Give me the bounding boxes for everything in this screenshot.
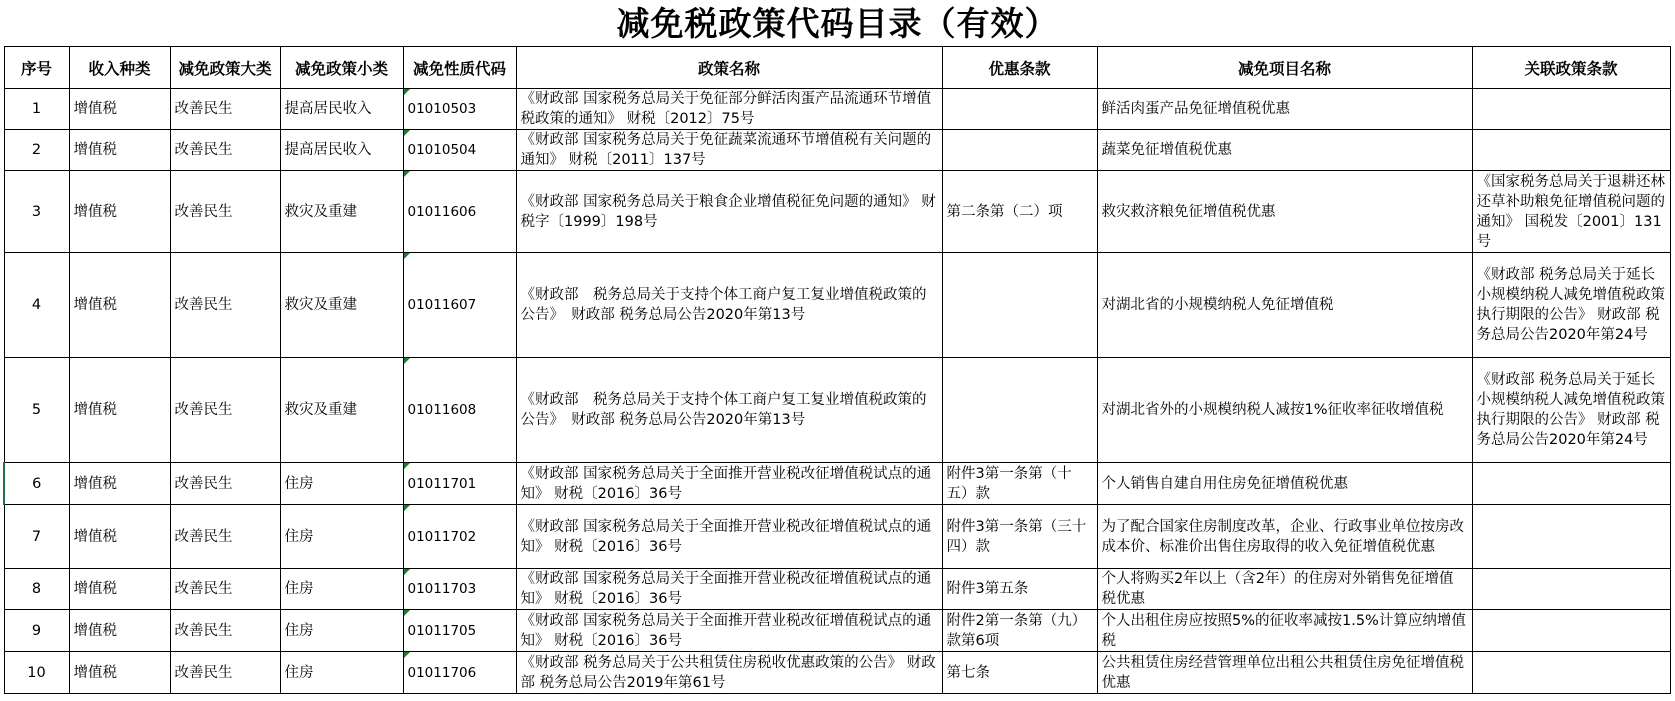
cell-related-clause[interactable] <box>1472 463 1670 505</box>
cell-code[interactable]: 01011706 <box>403 652 516 694</box>
header-cell-related-clause[interactable]: 关联政策条款 <box>1472 47 1670 89</box>
header-cell-revenue-type[interactable]: 收入种类 <box>69 47 170 89</box>
cell-revenue-type[interactable]: 增值税 <box>69 569 170 610</box>
header-row <box>4 47 1670 89</box>
table-row <box>4 89 1670 130</box>
cell-policy-category[interactable]: 改善民生 <box>170 358 280 463</box>
header-cell-index[interactable]: 序号 <box>4 47 69 89</box>
cell-related-clause[interactable] <box>1472 89 1670 130</box>
cell-related-clause[interactable]: 《财政部 税务总局关于延长小规模纳税人减免增值税政策执行期限的公告》 财政部 税务总局公告2020年第24号 <box>1472 358 1670 463</box>
cell-revenue-type[interactable]: 增值税 <box>69 505 170 569</box>
cell-policy-category[interactable]: 改善民生 <box>170 569 280 610</box>
tax-policy-table <box>3 46 1671 694</box>
cell-policy-category[interactable]: 改善民生 <box>170 253 280 358</box>
cell-policy-category[interactable]: 改善民生 <box>170 463 280 505</box>
cell-clause[interactable]: 附件3第五条 <box>942 569 1097 610</box>
cell-policy-name[interactable]: 《财政部 国家税务总局关于全面推开营业税改征增值税试点的通知》 财税〔2016〕36号 <box>516 505 942 569</box>
header-cell-policy-subcategory[interactable]: 减免政策小类 <box>280 47 403 89</box>
cell-policy-name[interactable]: 《财政部 税务总局关于支持个体工商户复工复业增值税政策的公告》 财政部 税务总局公告2020年第13号 <box>516 253 942 358</box>
cell-item-name[interactable]: 对湖北省的小规模纳税人免征增值税 <box>1097 253 1472 358</box>
cell-related-clause[interactable] <box>1472 130 1670 171</box>
cell-index[interactable]: 4 <box>4 253 69 358</box>
cell-policy-name[interactable]: 《财政部 国家税务总局关于全面推开营业税改征增值税试点的通知》 财税〔2016〕36号 <box>516 569 942 610</box>
cell-code[interactable]: 01011701 <box>403 463 516 505</box>
cell-clause[interactable] <box>942 89 1097 130</box>
header-cell-policy-name[interactable]: 政策名称 <box>516 47 942 89</box>
cell-policy-category[interactable]: 改善民生 <box>170 171 280 253</box>
cell-policy-category[interactable]: 改善民生 <box>170 610 280 652</box>
cell-policy-subcategory[interactable]: 住房 <box>280 652 403 694</box>
cell-index[interactable]: 10 <box>4 652 69 694</box>
cell-policy-subcategory[interactable]: 住房 <box>280 505 403 569</box>
cell-policy-name[interactable]: 《财政部 税务总局关于公共租赁住房税收优惠政策的公告》 财政部 税务总局公告2019年第61号 <box>516 652 942 694</box>
cell-index[interactable]: 6 <box>4 463 69 505</box>
cell-clause[interactable]: 第七条 <box>942 652 1097 694</box>
cell-code[interactable]: 01010504 <box>403 130 516 171</box>
cell-item-name[interactable]: 公共租赁住房经营管理单位出租公共租赁住房免征增值税优惠 <box>1097 652 1472 694</box>
cell-item-name[interactable]: 为了配合国家住房制度改革，企业、行政事业单位按房改成本价、标准价出售住房取得的收入免征增值税优惠 <box>1097 505 1472 569</box>
cell-index[interactable]: 8 <box>4 569 69 610</box>
cell-related-clause[interactable]: 《国家税务总局关于退耕还林还草补助粮免征增值税问题的通知》 国税发〔2001〕131号 <box>1472 171 1670 253</box>
cell-policy-subcategory[interactable]: 提高居民收入 <box>280 89 403 130</box>
cell-clause[interactable]: 附件2第一条第（九）款第6项 <box>942 610 1097 652</box>
header-cell-item-name[interactable]: 减免项目名称 <box>1097 47 1472 89</box>
table-row <box>4 358 1670 463</box>
cell-item-name[interactable]: 救灾救济粮免征增值税优惠 <box>1097 171 1472 253</box>
cell-index[interactable]: 2 <box>4 130 69 171</box>
cell-code[interactable]: 01011702 <box>403 505 516 569</box>
cell-code[interactable]: 01011705 <box>403 610 516 652</box>
cell-clause[interactable] <box>942 358 1097 463</box>
cell-revenue-type[interactable]: 增值税 <box>69 652 170 694</box>
cell-policy-name[interactable]: 《财政部 国家税务总局关于粮食企业增值税征免问题的通知》 财税字〔1999〕198号 <box>516 171 942 253</box>
cell-code[interactable]: 01011703 <box>403 569 516 610</box>
cell-item-name[interactable]: 个人出租住房应按照5%的征收率减按1.5%计算应纳增值税 <box>1097 610 1472 652</box>
header-cell-policy-category[interactable]: 减免政策大类 <box>170 47 280 89</box>
cell-revenue-type[interactable]: 增值税 <box>69 463 170 505</box>
cell-policy-name[interactable]: 《财政部 国家税务总局关于免征蔬菜流通环节增值税有关问题的通知》 财税〔2011〕137号 <box>516 130 942 171</box>
cell-policy-subcategory[interactable]: 住房 <box>280 463 403 505</box>
cell-policy-category[interactable]: 改善民生 <box>170 652 280 694</box>
cell-related-clause[interactable] <box>1472 610 1670 652</box>
cell-revenue-type[interactable]: 增值税 <box>69 610 170 652</box>
cell-policy-name[interactable]: 《财政部 税务总局关于支持个体工商户复工复业增值税政策的公告》 财政部 税务总局公告2020年第13号 <box>516 358 942 463</box>
cell-policy-subcategory[interactable]: 提高居民收入 <box>280 130 403 171</box>
cell-revenue-type[interactable]: 增值税 <box>69 130 170 171</box>
header-cell-clause[interactable]: 优惠条款 <box>942 47 1097 89</box>
header-cell-code[interactable]: 减免性质代码 <box>403 47 516 89</box>
cell-related-clause[interactable]: 《财政部 税务总局关于延长小规模纳税人减免增值税政策执行期限的公告》 财政部 税务总局公告2020年第24号 <box>1472 253 1670 358</box>
table-row <box>4 130 1670 171</box>
cell-policy-subcategory[interactable]: 救灾及重建 <box>280 358 403 463</box>
cell-policy-subcategory[interactable]: 救灾及重建 <box>280 171 403 253</box>
cell-code[interactable]: 01011608 <box>403 358 516 463</box>
cell-revenue-type[interactable]: 增值税 <box>69 253 170 358</box>
table-row <box>4 253 1670 358</box>
cell-revenue-type[interactable]: 增值税 <box>69 358 170 463</box>
cell-item-name[interactable]: 个人将购买2年以上（含2年）的住房对外销售免征增值税优惠 <box>1097 569 1472 610</box>
cell-index[interactable]: 7 <box>4 505 69 569</box>
cell-revenue-type[interactable]: 增值税 <box>69 171 170 253</box>
cell-policy-name[interactable]: 《财政部 国家税务总局关于全面推开营业税改征增值税试点的通知》 财税〔2016〕36号 <box>516 610 942 652</box>
cell-policy-category[interactable]: 改善民生 <box>170 130 280 171</box>
cell-index[interactable]: 3 <box>4 171 69 253</box>
page-title: 减免税政策代码目录（有效） <box>616 4 1059 43</box>
table-row <box>4 569 1670 610</box>
cell-item-name[interactable]: 鲜活肉蛋产品免征增值税优惠 <box>1097 89 1472 130</box>
table-row <box>4 505 1670 569</box>
cell-index[interactable]: 5 <box>4 358 69 463</box>
cell-policy-subcategory[interactable]: 住房 <box>280 610 403 652</box>
cell-code[interactable]: 01011607 <box>403 253 516 358</box>
cell-clause[interactable]: 附件3第一条第（三十四）款 <box>942 505 1097 569</box>
cell-related-clause[interactable] <box>1472 505 1670 569</box>
cell-policy-name[interactable]: 《财政部 国家税务总局关于全面推开营业税改征增值税试点的通知》 财税〔2016〕36号 <box>516 463 942 505</box>
cell-policy-category[interactable]: 改善民生 <box>170 89 280 130</box>
table-row <box>4 463 1670 505</box>
cell-code[interactable]: 01010503 <box>403 89 516 130</box>
cell-policy-name[interactable]: 《财政部 国家税务总局关于免征部分鲜活肉蛋产品流通环节增值税政策的通知》 财税〔2012〕75号 <box>516 89 942 130</box>
cell-clause[interactable]: 附件3第一条第（十五）款 <box>942 463 1097 505</box>
cell-index[interactable]: 1 <box>4 89 69 130</box>
cell-revenue-type[interactable]: 增值税 <box>69 89 170 130</box>
cell-related-clause[interactable] <box>1472 652 1670 694</box>
cell-item-name[interactable]: 蔬菜免征增值税优惠 <box>1097 130 1472 171</box>
table-row <box>4 652 1670 694</box>
table-row <box>4 610 1670 652</box>
cell-item-name[interactable]: 个人销售自建自用住房免征增值税优惠 <box>1097 463 1472 505</box>
cell-clause[interactable] <box>942 130 1097 171</box>
cell-related-clause[interactable] <box>1472 569 1670 610</box>
cell-index[interactable]: 9 <box>4 610 69 652</box>
cell-policy-category[interactable]: 改善民生 <box>170 505 280 569</box>
cell-clause[interactable] <box>942 253 1097 358</box>
cell-policy-subcategory[interactable]: 住房 <box>280 569 403 610</box>
cell-item-name[interactable]: 对湖北省外的小规模纳税人减按1%征收率征收增值税 <box>1097 358 1472 463</box>
cell-code[interactable]: 01011606 <box>403 171 516 253</box>
table-row <box>4 171 1670 253</box>
cell-policy-subcategory[interactable]: 救灾及重建 <box>280 253 403 358</box>
cell-clause[interactable]: 第二条第（二）项 <box>942 171 1097 253</box>
